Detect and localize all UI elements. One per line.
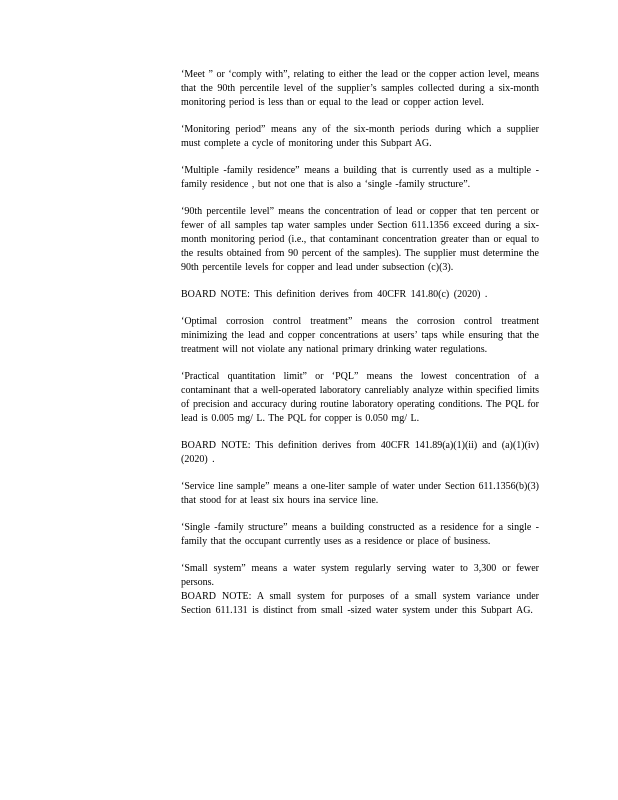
- definition-monitoring-period: ‘Monitoring period” means any of the six-month periods during which a supplier must complete a cycle of monitoring under this Subpart AG.: [181, 124, 539, 149]
- definition-optimal-corrosion-control: ‘Optimal corrosion control treatment” means the corrosion control treatment minimizing the lead and copper concentrations at users’ taps while ensuring that the treatment will not violate any national primary drinking water regulations.: [181, 316, 539, 355]
- board-note-90th-percentile: BOARD NOTE: This definition derives from 40CFR 141.80(c) (2020) .: [181, 289, 488, 300]
- definition-service-line-sample: ‘Service line sample” means a one-liter sample of water under Section 611.1356(b)(3) that stood for at least six hours ina service line.: [181, 481, 539, 506]
- definition-multiple-family-residence: ‘Multiple -family residence” means a building that is currently used as a multiple -family residence , but not one that is also a ‘single -family structure”.: [181, 165, 539, 190]
- document-page: [181, 68, 539, 631]
- definition-90th-percentile-level: ‘90th percentile level” means the concentration of lead or copper that ten percent or fewer of all samples tap water samples under Section 611.1356 exceed during a six-month monitoring period (i.e., that contaminant concentration greater than or equal to the results obtained from 90 percent of the samples). The supplier must determine the 90th percentile levels for copper and lead under subsection (c)(3).: [181, 206, 539, 273]
- board-note-pql: BOARD NOTE: This definition derives from 40CFR 141.89(a)(1)(ii) and (a)(1)(iv) (2020) .: [181, 440, 539, 465]
- definition-single-family-structure: ‘Single -family structure” means a building constructed as a residence for a single -family that the occupant currently uses as a residence or place of business.: [181, 522, 539, 547]
- board-note-small-system: BOARD NOTE: A small system for purposes of a small system variance under Section 611.131 is distinct from small -sized water system under this Subpart AG.: [181, 591, 539, 616]
- definition-practical-quantitation-limit: ‘Practical quantitation limit” or ‘PQL” means the lowest concentration of a contaminant that a well-operated laboratory canreliably analyze within specified limits of precision and accuracy during routine laboratory operating conditions. The PQL for lead is 0.005 mg/ L. The PQL for copper is 0.050 mg/ L.: [181, 371, 539, 424]
- definition-meet-or-comply: ‘Meet ” or ‘comply with”, relating to either the lead or the copper action level, means that the 90th percentile level of the supplier’s samples collected during a six-month monitoring period is less than or equal to the lead or copper action level.: [181, 69, 539, 108]
- definition-small-system: ‘Small system” means a water system regularly serving water to 3,300 or fewer persons.: [181, 563, 539, 588]
